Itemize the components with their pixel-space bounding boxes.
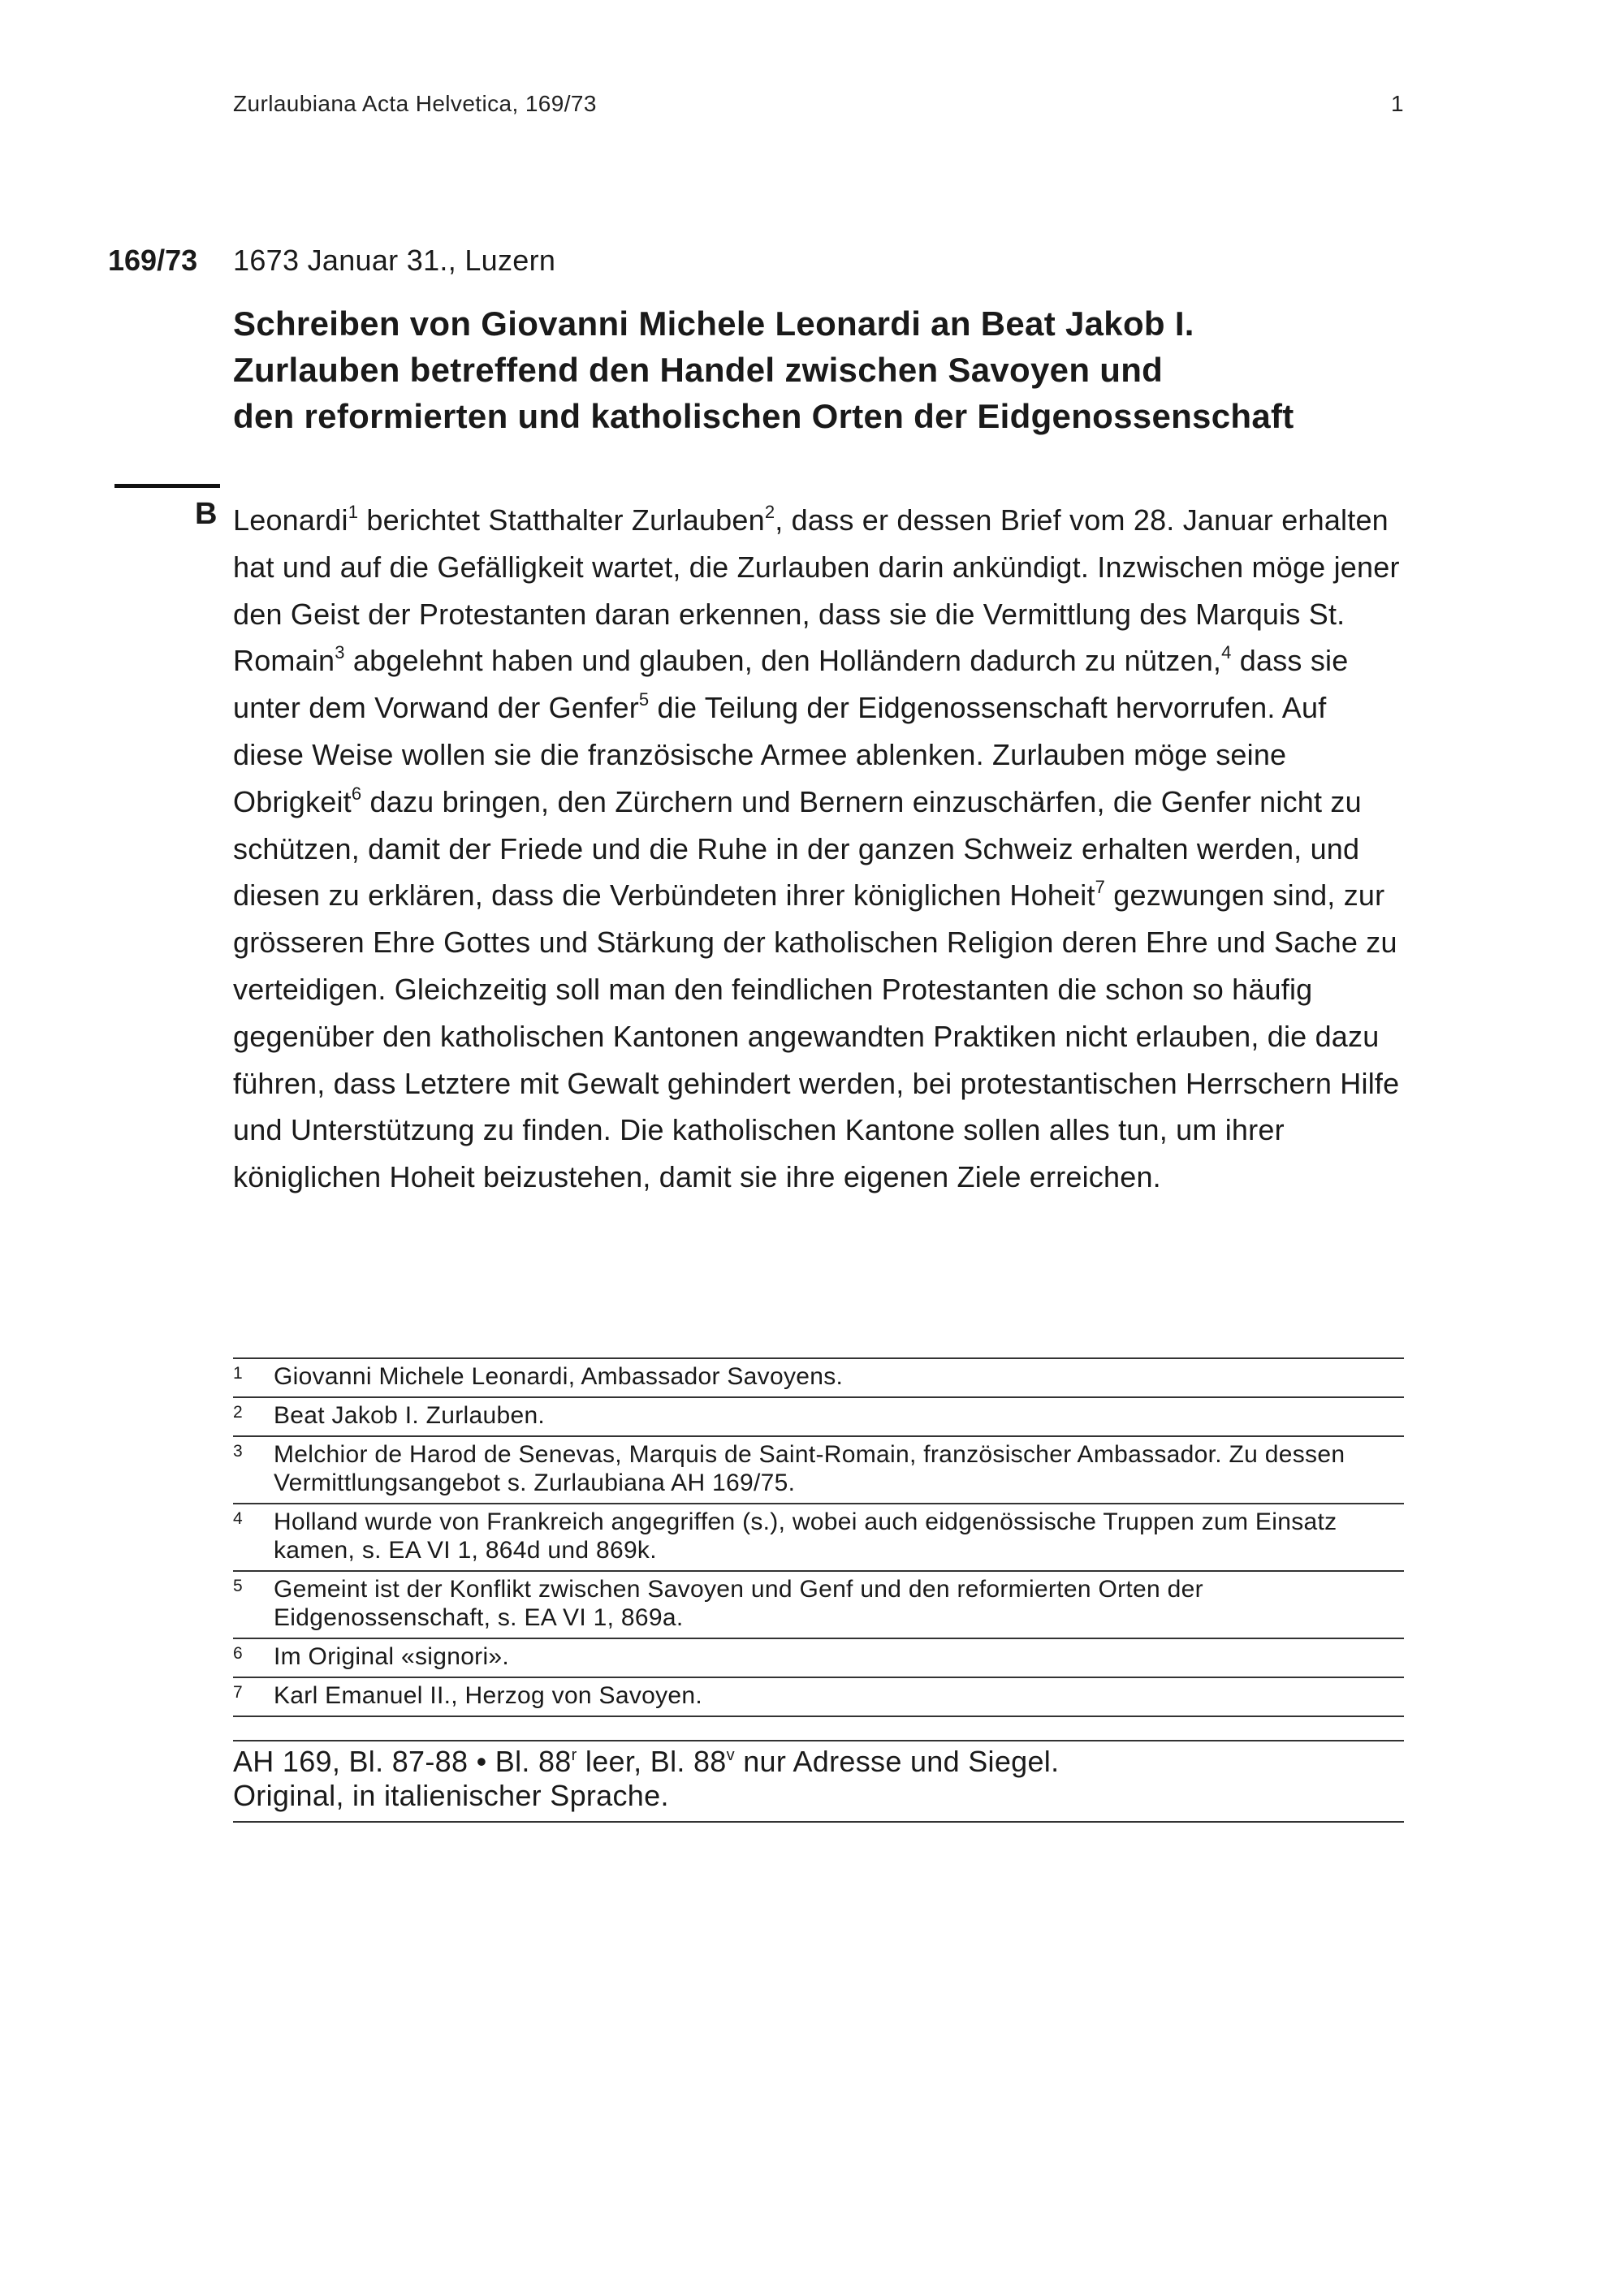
source-line	[233, 1745, 1404, 1779]
body-segment: dazu bringen, den Zürchern und Bernern einzuschärfen, die Genfer nicht zu schützen, damit der Friede und die Ruhe in der ganzen Schweiz erhalten werden, und diesen zu erklären, dass die Verbündeten ihrer königlichen Hoheit	[233, 784, 1362, 913]
footnote-text: Gemeint ist der Konflikt zwischen Savoyen und Genf und den reformierten Orten der Eidgenossenschaft, s. EA VI 1, 869a.	[274, 1576, 1203, 1631]
body-segment: dass sie unter dem Vorwand der Genfer	[233, 644, 1349, 725]
source-line: Original, in italienischer Sprache.	[233, 1779, 669, 1812]
section-mark: B	[195, 497, 218, 531]
footnote-ref: 5	[638, 689, 650, 710]
date-place: 1673 Januar 31., Luzern	[233, 244, 556, 277]
source-text: AH 169, Bl. 87-88 • Bl. 88	[233, 1745, 572, 1778]
footnote-number: 2	[233, 1403, 243, 1422]
body-segment: abgelehnt haben und glauben, den Holländern dadurch zu nützen,	[344, 644, 1222, 678]
running-header	[233, 91, 1404, 117]
source-text: leer, Bl. 88	[577, 1745, 727, 1778]
body-segment: berichtet Statthalter Zurlauben	[358, 503, 765, 537]
footnote	[233, 1504, 1404, 1572]
footnote-number: 7	[233, 1683, 243, 1702]
footnote	[233, 1572, 1404, 1639]
page-number: 1	[1391, 91, 1404, 116]
body-segment: , dass er dessen Brief vom 28. Januar erhalten hat und auf die Gefälligkeit wartet, die Zurlauben darin ankündigt. Inzwischen möge jener den Geist der Protestanten daran erkennen, dass sie die Vermittlung des Marquis St. Romain	[233, 503, 1400, 678]
footnote-number: 3	[233, 1442, 243, 1461]
footnote-text: Melchior de Harod de Senevas, Marquis de Saint-Romain, französischer Ambassador. Zu dessen Vermittlungsangebot s. Zurlaubiana AH 169/75.	[274, 1441, 1345, 1496]
verso-mark: v	[726, 1746, 735, 1764]
footnote-text: Im Original «signori».	[274, 1643, 510, 1670]
footnote-number: 5	[233, 1577, 243, 1595]
footnote	[233, 1639, 1404, 1678]
footnote-list	[233, 1357, 1404, 1717]
footnote-number: 1	[233, 1364, 243, 1383]
footnote-ref: 3	[335, 642, 345, 663]
footnote	[233, 1359, 1404, 1398]
footnote	[233, 1437, 1404, 1504]
footnote-text: Karl Emanuel II., Herzog von Savoyen.	[274, 1682, 703, 1709]
footnote-ref: 6	[351, 783, 362, 804]
title-line: Schreiben von Giovanni Michele Leonardi an Beat Jakob I.	[233, 304, 1194, 343]
footnote-ref: 4	[1221, 642, 1232, 663]
footnote-text: Beat Jakob I. Zurlauben.	[274, 1402, 546, 1429]
body-segment: Leonardi	[233, 503, 348, 537]
footnote-number: 6	[233, 1644, 243, 1663]
footnote-text: Holland wurde von Frankreich angegriffen (s.), wobei auch eidgenössische Truppen zum Einsatz kamen, s. EA VI 1, 864d und 869k.	[274, 1508, 1337, 1564]
body-segment: die Teilung der Eidgenossenschaft hervorrufen. Auf diese Weise wollen sie die französische Armee ablenken. Zurlauben möge seine Obrigkeit	[233, 691, 1327, 818]
footnote-ref: 7	[1095, 877, 1106, 898]
document-id: 169/73	[108, 244, 198, 277]
title-line: Zurlauben betreffend den Handel zwischen Savoyen und	[233, 351, 1164, 389]
recto-mark: r	[571, 1746, 577, 1764]
margin-rule	[114, 484, 220, 488]
footnote-text: Giovanni Michele Leonardi, Ambassador Savoyens.	[274, 1363, 844, 1390]
footnote-ref: 1	[348, 502, 359, 522]
document-title	[233, 300, 1404, 439]
body-segment: gezwungen sind, zur grösseren Ehre Gottes und Stärkung der katholischen Religion deren Ehre und Sache zu verteidigen. Gleichzeitig soll man den feindlichen Protestanten die schon so häufig gegenüber den katholischen Kantonen angewandten Praktiken nicht erlauben, die dazu führen, dass Letztere mit Gewalt gehindert werden, bei protestantischen Herrschern Hilfe und Unterstützung zu finden. Die katholischen Kantone sollen alles tun, um ihrer königlichen Hoheit beizustehen, damit sie ihre eigenen Ziele erreichen.	[233, 878, 1400, 1194]
source-note	[233, 1740, 1404, 1823]
footnote	[233, 1678, 1404, 1717]
running-title: Zurlaubiana Acta Helvetica, 169/73	[233, 91, 597, 116]
regest-text	[233, 497, 1404, 1201]
footnote-ref: 2	[764, 502, 775, 522]
title-line: den reformierten und katholischen Orten der Eidgenossenschaft	[233, 397, 1294, 435]
source-text: nur Adresse und Siegel.	[734, 1745, 1060, 1778]
footnote	[233, 1398, 1404, 1437]
footnote-number: 4	[233, 1509, 243, 1528]
